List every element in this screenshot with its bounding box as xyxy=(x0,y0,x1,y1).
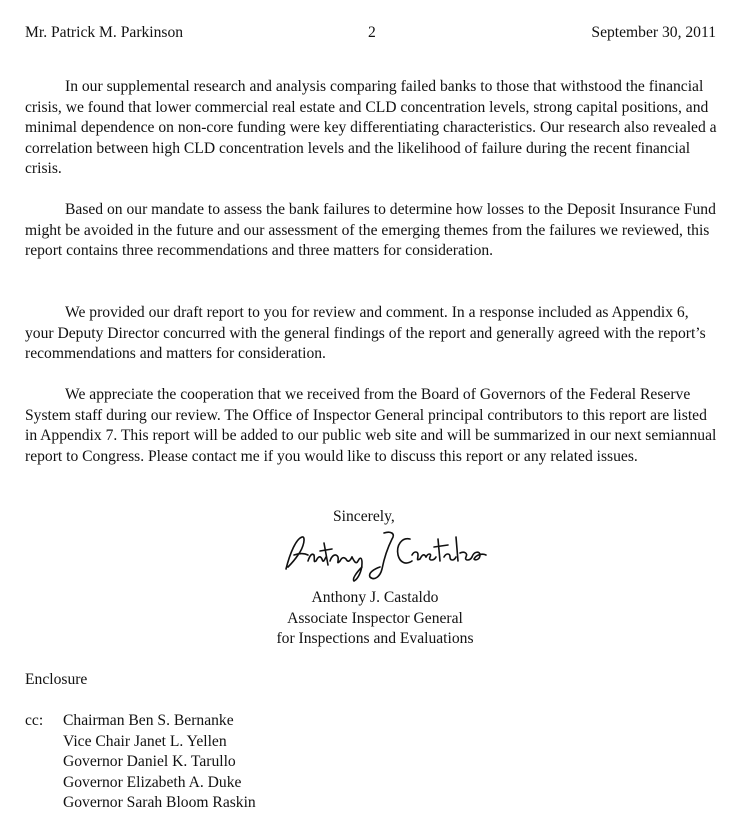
signer-office: for Inspections and Evaluations xyxy=(276,630,474,647)
cc-recipient: Vice Chair Janet L. Yellen xyxy=(63,732,227,750)
enclosure-note: Enclosure xyxy=(25,671,88,688)
signer-title: Associate Inspector General xyxy=(287,610,463,627)
body-paragraph-3: We provided our draft report to you for review and comment. In a response included as Appendix 6, your Deputy Director concurred with the general findings of the report and generally agreed with the report’s recommendations and matters for consideration. xyxy=(25,304,706,362)
body-paragraph-4: We appreciate the cooperation that we received from the Board of Governors of the Federal Reserve System staff during our review. The Office of Inspector General principal contributors to this report are listed in Appendix 7. This report will be added to our public web site and will be summarized in our next semiannual report to Congress. Please contact me if you would like to discuss this report or any related issues. xyxy=(25,386,717,465)
body-paragraph-1: In our supplemental research and analysis comparing failed banks to those that withstood the financial crisis, we found that lower commercial real estate and CLD concentration levels, strong capital positions, and minimal dependence on non-core funding were key differentiating characteristics. Our research also revealed a correlation between high CLD concentration levels and the likelihood of failure during the recent financial crisis. xyxy=(25,78,717,177)
addressee: Mr. Patrick M. Parkinson xyxy=(25,24,184,41)
signer-name: Anthony J. Castaldo xyxy=(311,589,439,606)
cc-recipient: Governor Sarah Bloom Raskin xyxy=(63,794,256,811)
cc-recipient: Governor Daniel K. Tarullo xyxy=(63,753,236,770)
cc-list xyxy=(63,711,256,814)
body-paragraph-2: Based on our mandate to assess the bank failures to determine how losses to the Deposit Insurance Fund might be avoided in the future and our assessment of the emerging themes from the failures we reviewed, this report contains three recommendations and three matters for consideration. xyxy=(25,201,716,259)
closing-salutation: Sincerely, xyxy=(333,508,395,525)
cc-recipient: Chairman Ben S. Bernanke xyxy=(63,712,234,729)
page-number: 2 xyxy=(368,24,376,41)
page-header xyxy=(25,23,716,45)
letter-date: September 30, 2011 xyxy=(591,24,716,41)
handwritten-signature xyxy=(280,525,490,585)
cc-label: cc: xyxy=(25,712,44,729)
cc-recipient: Governor Elizabeth A. Duke xyxy=(63,773,242,791)
